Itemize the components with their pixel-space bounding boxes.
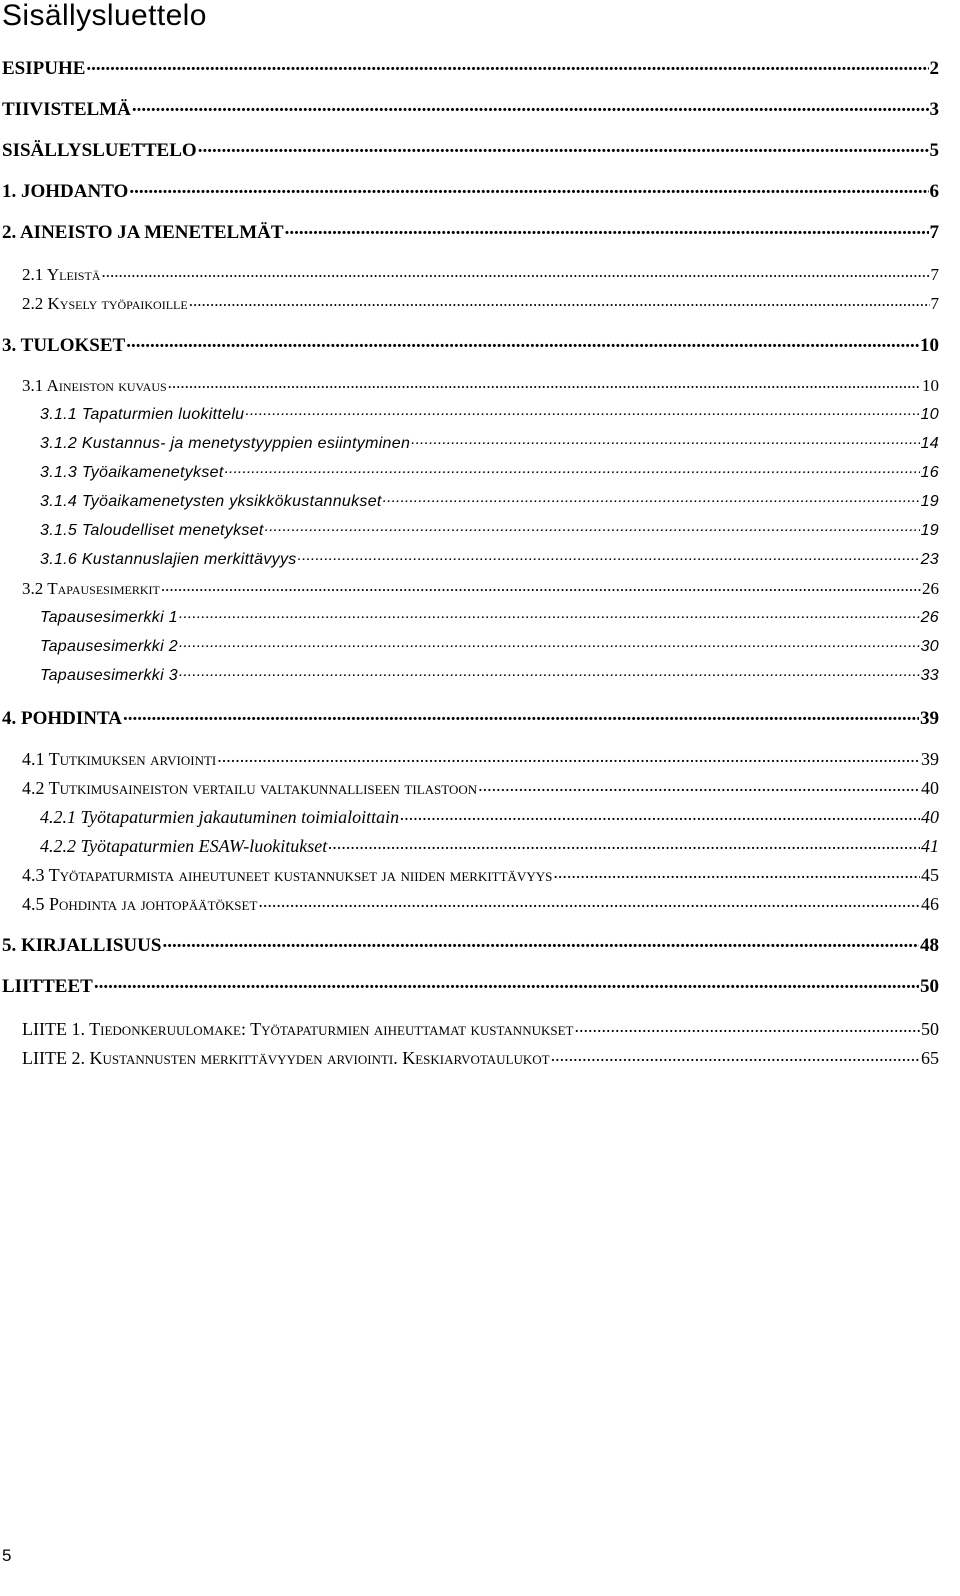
- toc-leader-dots: [179, 635, 920, 651]
- toc-entry-tutkimuksen-arviointi[interactable]: [22, 746, 939, 772]
- toc-entry-title: 3.1.3 Työaikamenetykset: [40, 464, 224, 481]
- toc-leader-dots: [179, 606, 920, 622]
- toc-entry-tutkimusaineiston-vertailu[interactable]: [22, 775, 939, 801]
- toc-entry-tapausesimerkki-1[interactable]: [40, 605, 939, 631]
- toc-entry-page: 3: [929, 99, 939, 120]
- toc-leader-dots: [101, 263, 929, 280]
- toc-entry-page: 39: [921, 749, 939, 769]
- toc-entry-page: 39: [920, 708, 939, 729]
- toc-leader-dots: [574, 1017, 920, 1035]
- toc-entry-title: TIIVISTELMÄ: [2, 99, 131, 120]
- toc-entry-liite-1[interactable]: [22, 1016, 939, 1042]
- toc-leader-dots: [129, 178, 928, 197]
- toc-entry-page: 10: [920, 406, 939, 423]
- toc-entry-page: 7: [930, 265, 939, 284]
- toc-entry-aineisto-ja-menetelmat[interactable]: [2, 219, 939, 245]
- toc-entry-page: 19: [920, 493, 939, 510]
- toc-entry-pohdinta-ja-johtopaatokset[interactable]: [22, 891, 939, 917]
- toc-entry-tapaturmien-luokittelu[interactable]: [40, 402, 939, 428]
- toc-entry-title: 4.2.2 Työtapaturmien ESAW-luokitukset: [40, 836, 328, 856]
- toc-entry-liitteet[interactable]: [2, 973, 939, 999]
- toc-entry-page: 40: [921, 807, 939, 827]
- toc-leader-dots: [198, 137, 929, 156]
- toc-entry-title: 4.3 Työtapaturmista aiheutuneet kustannukset ja niiden merkittävyys: [22, 865, 553, 885]
- toc-entry-page: 7: [930, 294, 939, 313]
- toc-entry-page: 19: [920, 522, 939, 539]
- toc-entry-esaw-luokitukset[interactable]: [40, 833, 939, 859]
- toc-entry-title: 4.2 Tutkimusaineiston vertailu valtakunnalliseen tilastoon: [22, 778, 478, 798]
- toc-entry-title: 5. KIRJALLISUUS: [2, 935, 162, 956]
- toc-leader-dots: [328, 834, 920, 852]
- toc-leader-dots: [132, 96, 929, 115]
- toc-entry-kysely-tyopaikoille[interactable]: [22, 291, 939, 317]
- toc-entry-title: 1. JOHDANTO: [2, 181, 129, 202]
- toc-entry-title: Tapausesimerkki 3: [40, 667, 178, 684]
- toc-entry-page: 50: [920, 976, 939, 997]
- toc-entry-title: 4.5 Pohdinta ja johtopäätökset: [22, 894, 258, 914]
- toc-entry-title: LIITE 1. Tiedonkeruulomake: Työtapaturmien aiheuttamat kustannukset: [22, 1019, 574, 1039]
- toc-entry-page: 46: [921, 894, 939, 914]
- toc-entry-yksikkokustannukset[interactable]: [40, 489, 939, 515]
- toc-leader-dots: [411, 432, 919, 448]
- toc-entry-title: 3.1.6 Kustannuslajien merkittävyys: [40, 551, 297, 568]
- toc-entry-title: SISÄLLYSLUETTELO: [2, 140, 197, 161]
- toc-entry-toimialoittain[interactable]: [40, 804, 939, 830]
- toc-leader-dots: [383, 490, 920, 506]
- toc-entry-title: 2.1 Yleistä: [22, 265, 101, 284]
- toc-entry-page: 6: [929, 181, 939, 202]
- toc-entry-title: LIITTEET: [2, 976, 93, 997]
- toc-leader-dots: [265, 519, 920, 535]
- toc-leader-dots: [189, 292, 930, 309]
- toc-entry-pohdinta[interactable]: [2, 705, 939, 731]
- toc-entry-tulokset[interactable]: [2, 332, 939, 358]
- toc-entry-page: 23: [920, 551, 939, 568]
- toc-leader-dots: [126, 332, 919, 351]
- toc-entry-title: 3. TULOKSET: [2, 335, 126, 356]
- toc-entry-tapausesimerkki-2[interactable]: [40, 634, 939, 660]
- toc-entry-page: 45: [921, 865, 939, 885]
- toc-entry-tapausesimerkit[interactable]: [22, 576, 939, 602]
- toc-leader-dots: [217, 747, 920, 765]
- toc-entry-page: 33: [920, 667, 939, 684]
- toc-entry-page: 10: [920, 335, 939, 356]
- toc-entry-page: 50: [921, 1019, 939, 1039]
- toc-entry-page: 26: [922, 579, 939, 598]
- toc-entry-title: 3.1 Aineiston kuvaus: [22, 376, 167, 395]
- toc-entry-kustannukset-ja-merkittavyys[interactable]: [22, 862, 939, 888]
- toc-leader-dots: [298, 548, 920, 564]
- toc-entry-title: 3.1.1 Tapaturmien luokittelu: [40, 406, 245, 423]
- toc-leader-dots: [478, 776, 920, 794]
- toc-entry-kustannus-ja-menetystyypit[interactable]: [40, 431, 939, 457]
- toc-entry-tyoaikamenetykset[interactable]: [40, 460, 939, 486]
- toc-entry-title: LIITE 2. Kustannusten merkittävyyden arviointi. Keskiarvotaulukot: [22, 1048, 550, 1068]
- toc-entry-title: Tapausesimerkki 1: [40, 609, 178, 626]
- toc-entry-page: 2: [929, 58, 939, 79]
- toc-entry-page: 41: [921, 836, 939, 856]
- toc-entry-tiivistelma[interactable]: [2, 96, 939, 122]
- toc-entry-title: 4. POHDINTA: [2, 708, 122, 729]
- toc-leader-dots: [225, 461, 920, 477]
- toc-entry-page: 65: [921, 1048, 939, 1068]
- toc-entry-page: 7: [929, 222, 939, 243]
- toc-entry-page: 26: [920, 609, 939, 626]
- toc-leader-dots: [285, 219, 929, 238]
- toc-leader-dots: [161, 577, 921, 594]
- page-title: Sisällysluettelo: [2, 0, 207, 32]
- toc-entry-yleista[interactable]: [22, 262, 939, 288]
- toc-leader-dots: [551, 1046, 920, 1064]
- toc-entry-page: 5: [929, 140, 939, 161]
- toc-entry-title: 3.2 Tapausesimerkit: [22, 579, 160, 598]
- toc-entry-title: 3.1.4 Työaikamenetysten yksikkökustannukset: [40, 493, 382, 510]
- toc-leader-dots: [179, 664, 920, 680]
- toc-entry-taloudelliset-menetykset[interactable]: [40, 518, 939, 544]
- toc-entry-tapausesimerkki-3[interactable]: [40, 663, 939, 689]
- toc-entry-title: Tapausesimerkki 2: [40, 638, 178, 655]
- toc-entry-title: 4.2.1 Työtapaturmien jakautuminen toimialoittain: [40, 807, 400, 827]
- toc-leader-dots: [400, 805, 920, 823]
- toc-entry-aineiston-kuvaus[interactable]: [22, 373, 939, 399]
- toc-entry-title: 2.2 Kysely työpaikoille: [22, 294, 188, 313]
- toc-entry-johdanto[interactable]: [2, 178, 939, 204]
- toc-entry-page: 10: [922, 376, 939, 395]
- toc-leader-dots: [553, 863, 920, 881]
- page-number: 5: [2, 1546, 12, 1565]
- toc-entry-page: 40: [921, 778, 939, 798]
- toc-entry-title: 3.1.2 Kustannus- ja menetystyyppien esiintyminen: [40, 435, 411, 452]
- toc-leader-dots: [245, 403, 919, 419]
- toc-leader-dots: [168, 374, 921, 391]
- toc-entry-title: ESIPUHE: [2, 58, 86, 79]
- toc-leader-dots: [86, 55, 928, 74]
- toc-entry-page: 16: [920, 464, 939, 481]
- toc-entry-title: 2. AINEISTO JA MENETELMÄT: [2, 222, 284, 243]
- toc-entry-liite-2[interactable]: [22, 1045, 939, 1071]
- toc-entry-esipuhe[interactable]: [2, 55, 939, 81]
- toc-entry-page: 48: [920, 935, 939, 956]
- toc-leader-dots: [123, 705, 919, 724]
- toc-entry-sisallysluettelo[interactable]: [2, 137, 939, 163]
- toc-entry-kirjallisuus[interactable]: [2, 932, 939, 958]
- toc-leader-dots: [162, 932, 919, 951]
- toc-entry-title: 4.1 Tutkimuksen arviointi: [22, 749, 217, 769]
- toc-entry-title: 3.1.5 Taloudelliset menetykset: [40, 522, 264, 539]
- toc-leader-dots: [258, 892, 920, 910]
- toc-entry-kustannuslajien-merkittavyys[interactable]: [40, 547, 939, 573]
- toc-entry-page: 14: [920, 435, 939, 452]
- toc-leader-dots: [94, 973, 919, 992]
- toc-entry-page: 30: [920, 638, 939, 655]
